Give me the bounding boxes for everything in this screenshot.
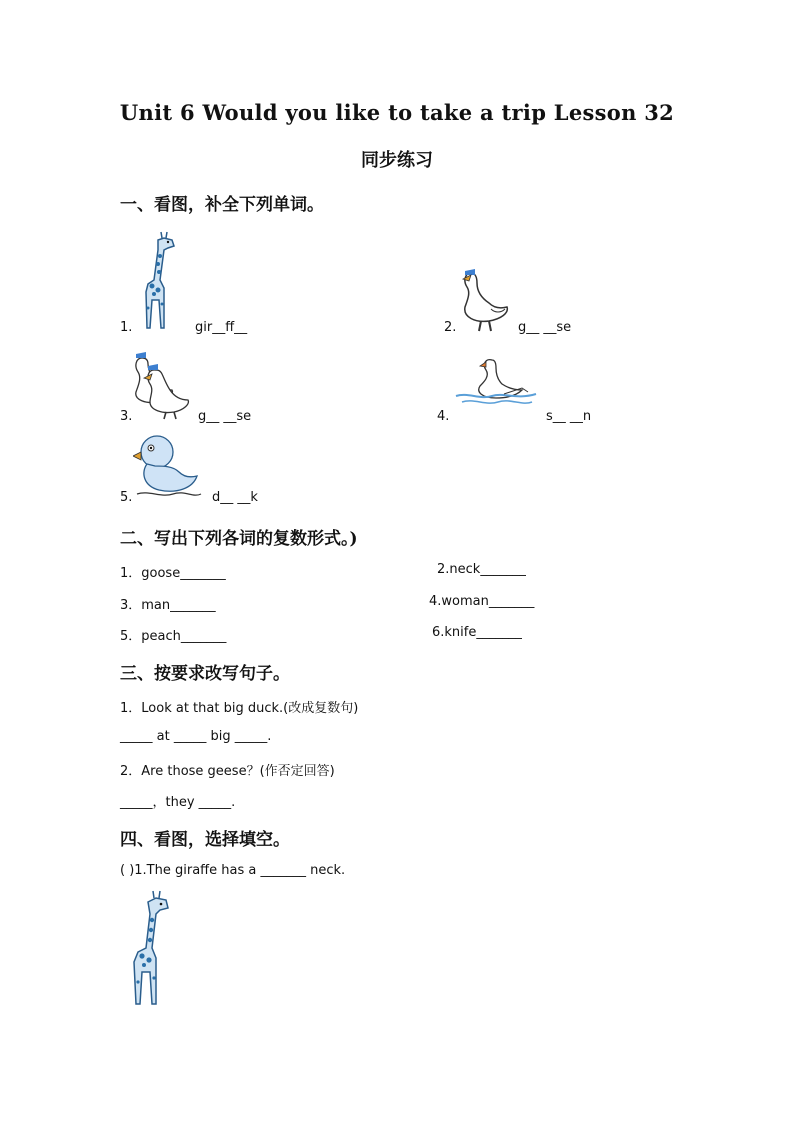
item3-word: g__ __se	[198, 409, 252, 424]
plural-item-3: 3．man_______	[120, 598, 216, 613]
swan-picture	[452, 352, 540, 410]
page-subtitle: 同步练习	[361, 150, 433, 171]
item1-number: 1.	[120, 320, 133, 335]
rewrite-answer-1: _____ at _____ big _____.	[120, 729, 272, 744]
choice-question-1: ( )1.The giraffe has a _______ neck.	[120, 863, 346, 878]
page-title: Unit 6 Would you like to take a trip Lesson 32	[119, 100, 675, 125]
geese-picture	[130, 350, 192, 420]
section3-heading: 三、按要求改写句子。	[120, 664, 290, 684]
item5-number: 5.	[120, 490, 133, 505]
item4-word: s__ __n	[546, 409, 592, 424]
item4-number: 4.	[437, 409, 450, 424]
giraffe-picture	[128, 228, 184, 332]
plural-item-5: 5．peach_______	[120, 629, 227, 644]
rewrite-question-2: 2．Are those geese？(作否定回答)	[120, 764, 335, 779]
rewrite-answer-2: _____，they _____.	[120, 795, 236, 810]
item2-word: g__ __se	[518, 320, 572, 335]
section1-heading: 一、看图，补全下列单词。	[120, 195, 324, 215]
duck-picture	[133, 432, 203, 502]
item2-number: 2.	[444, 320, 457, 335]
section2-heading: 二、写出下列各词的复数形式。)	[120, 529, 358, 549]
item5-word: d__ __k	[212, 490, 258, 505]
rewrite-question-1: 1．Look at that big duck.(改成复数句)	[120, 701, 359, 716]
plural-item-2: 2.neck_______	[437, 562, 526, 577]
section4-heading: 四、看图，选择填空。	[120, 830, 290, 850]
goose-picture	[455, 263, 513, 333]
item1-word: gir__ff__	[195, 320, 248, 335]
giraffe-picture-2	[118, 888, 178, 1010]
plural-item-4: 4.woman_______	[429, 594, 535, 609]
item3-number: 3.	[120, 409, 133, 424]
plural-item-1: 1．goose_______	[120, 566, 226, 581]
plural-item-6: 6.knife_______	[432, 625, 522, 640]
